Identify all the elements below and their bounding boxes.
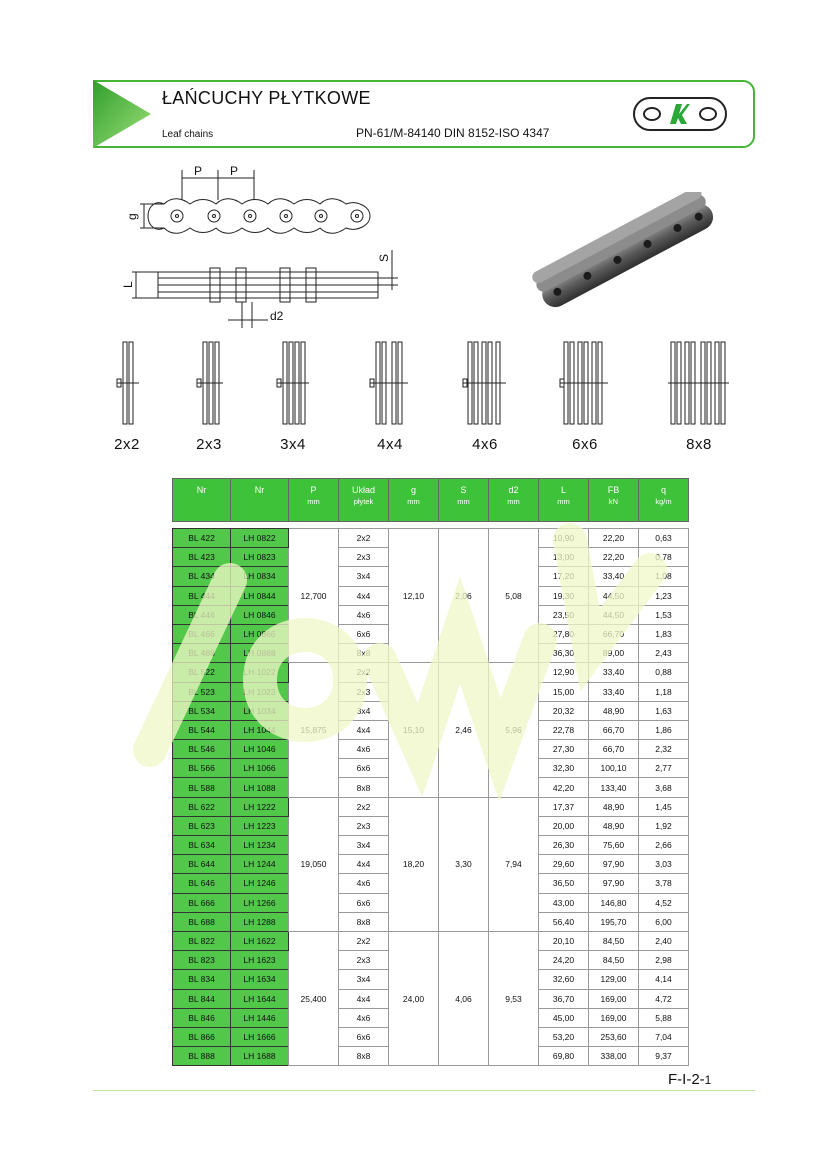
bl-number-cell: BL 688 — [173, 912, 231, 931]
bl-number-cell: BL 423 — [173, 548, 231, 567]
length-cell: 13,00 — [539, 548, 589, 567]
weight-cell: 2,98 — [639, 951, 689, 970]
plate-layout-cell: 8x8 — [339, 778, 389, 797]
breaking-load-cell: 33,40 — [589, 567, 639, 586]
plate-layout-cell: 4x4 — [339, 989, 389, 1008]
plate-layout-cell: 3x4 — [339, 701, 389, 720]
weight-cell: 4,52 — [639, 893, 689, 912]
config-2x3 — [174, 340, 244, 453]
footer-line — [93, 1090, 755, 1091]
plate-layout-cell: 2x3 — [339, 951, 389, 970]
bl-number-cell: BL 544 — [173, 720, 231, 739]
breaking-load-cell: 338,00 — [589, 1047, 639, 1066]
plate-layout-cell: 2x3 — [339, 816, 389, 835]
lh-number-cell: LH 1022 — [231, 663, 289, 682]
weight-cell: 1,63 — [639, 701, 689, 720]
length-cell: 20,00 — [539, 816, 589, 835]
length-cell: 10,90 — [539, 529, 589, 548]
breaking-load-cell: 89,00 — [589, 644, 639, 663]
breaking-load-cell: 129,00 — [589, 970, 639, 989]
plate-layout-cell: 4x6 — [339, 740, 389, 759]
breaking-load-cell: 75,60 — [589, 836, 639, 855]
plate-layout-cell: 6x6 — [339, 893, 389, 912]
breaking-load-cell: 33,40 — [589, 663, 639, 682]
bl-number-cell: BL 823 — [173, 951, 231, 970]
weight-cell: 5,88 — [639, 1008, 689, 1027]
plate-layout-cell: 2x3 — [339, 548, 389, 567]
length-cell: 12,90 — [539, 663, 589, 682]
lh-number-cell: LH 1246 — [231, 874, 289, 893]
weight-cell: 1,08 — [639, 567, 689, 586]
pitch-cell: 15,875 — [289, 663, 339, 797]
lh-number-cell: LH 0844 — [231, 586, 289, 605]
height-label: g — [125, 213, 139, 220]
length-cell: 26,30 — [539, 836, 589, 855]
pin-diameter-cell: 5,08 — [489, 529, 539, 663]
weight-cell: 2,40 — [639, 931, 689, 950]
col-header: FB kN — [589, 479, 639, 522]
lh-number-cell: LH 0822 — [231, 529, 289, 548]
length-cell: 42,20 — [539, 778, 589, 797]
length-cell: 36,30 — [539, 644, 589, 663]
bl-number-cell: BL 422 — [173, 529, 231, 548]
pitch-cell: 12,700 — [289, 529, 339, 663]
lh-number-cell: LH 1266 — [231, 893, 289, 912]
height-cell: 15,10 — [389, 663, 439, 797]
lh-number-cell: LH 1666 — [231, 1027, 289, 1046]
length-cell: 53,20 — [539, 1027, 589, 1046]
plate-layout-cell: 6x6 — [339, 624, 389, 643]
length-cell: 29,60 — [539, 855, 589, 874]
leaf-chain-spec-table — [172, 478, 689, 1066]
weight-cell: 3,78 — [639, 874, 689, 893]
lh-number-cell: LH 1034 — [231, 701, 289, 720]
breaking-load-cell: 22,20 — [589, 529, 639, 548]
config-2x2-diagram — [107, 340, 147, 426]
chain-dimension-drawing — [120, 160, 410, 335]
plate-layout-cell: 8x8 — [339, 644, 389, 663]
col-header: S mm — [439, 479, 489, 522]
plate-configuration-row — [100, 340, 740, 460]
breaking-load-cell: 66,70 — [589, 720, 639, 739]
breaking-load-cell: 44,50 — [589, 605, 639, 624]
table-spacer — [173, 522, 689, 529]
pitch-cell: 25,400 — [289, 931, 339, 1065]
plate-layout-cell: 4x6 — [339, 1008, 389, 1027]
config-label: 4x4 — [377, 436, 403, 453]
bl-number-cell: BL 566 — [173, 759, 231, 778]
bl-number-cell: BL 434 — [173, 567, 231, 586]
page-title: ŁAŃCUCHY PŁYTKOWE — [162, 88, 371, 108]
bl-number-cell: BL 646 — [173, 874, 231, 893]
lh-number-cell: LH 1634 — [231, 970, 289, 989]
lh-number-cell: LH 0888 — [231, 644, 289, 663]
plate-layout-cell: 4x4 — [339, 720, 389, 739]
length-cell: 36,70 — [539, 989, 589, 1008]
config-6x6 — [550, 340, 620, 453]
standards-text: PN-61/M-84140 DIN 8152-ISO 4347 — [356, 126, 550, 140]
plate-layout-cell: 3x4 — [339, 970, 389, 989]
col-header: Układ płytek — [339, 479, 389, 522]
table-row — [173, 529, 689, 548]
pitch-label-2: P — [230, 164, 239, 178]
pitch-label-1: P — [194, 164, 203, 178]
weight-cell: 4,14 — [639, 970, 689, 989]
bl-number-cell: BL 588 — [173, 778, 231, 797]
col-header: Nr — [231, 479, 289, 522]
length-cell: 56,40 — [539, 912, 589, 931]
breaking-load-cell: 33,40 — [589, 682, 639, 701]
bl-number-cell: BL 634 — [173, 836, 231, 855]
bl-number-cell: BL 644 — [173, 855, 231, 874]
lh-number-cell: LH 1688 — [231, 1047, 289, 1066]
table-row — [173, 797, 689, 816]
breaking-load-cell: 22,20 — [589, 548, 639, 567]
breaking-load-cell: 66,70 — [589, 740, 639, 759]
weight-cell: 1,86 — [639, 720, 689, 739]
thickness-cell: 4,06 — [439, 931, 489, 1065]
height-cell: 12,10 — [389, 529, 439, 663]
table-row — [173, 663, 689, 682]
config-label: 8x8 — [686, 436, 712, 453]
length-cell: 19,30 — [539, 586, 589, 605]
plate-layout-cell: 2x3 — [339, 682, 389, 701]
breaking-load-cell: 169,00 — [589, 989, 639, 1008]
breaking-load-cell: 84,50 — [589, 951, 639, 970]
col-header: Nr — [173, 479, 231, 522]
height-cell: 18,20 — [389, 797, 439, 931]
weight-cell: 2,77 — [639, 759, 689, 778]
length-cell: 27,30 — [539, 740, 589, 759]
lh-number-cell: LH 0866 — [231, 624, 289, 643]
bl-number-cell: BL 523 — [173, 682, 231, 701]
weight-cell: 3,68 — [639, 778, 689, 797]
lh-number-cell: LH 1446 — [231, 1008, 289, 1027]
breaking-load-cell: 133,40 — [589, 778, 639, 797]
bl-number-cell: BL 622 — [173, 797, 231, 816]
config-3x4 — [258, 340, 328, 453]
lh-number-cell: LH 1222 — [231, 797, 289, 816]
plate-layout-cell: 2x2 — [339, 797, 389, 816]
config-3x4-diagram — [271, 340, 315, 426]
thickness-cell: 2,06 — [439, 529, 489, 663]
col-header: L mm — [539, 479, 589, 522]
breaking-load-cell: 97,90 — [589, 855, 639, 874]
bl-number-cell: BL 888 — [173, 1047, 231, 1066]
leaf-chain-3d-image — [525, 192, 725, 322]
thickness-cell: 3,30 — [439, 797, 489, 931]
page-subtitle: Leaf chains — [162, 129, 214, 140]
pin-diameter-cell: 7,94 — [489, 797, 539, 931]
weight-cell: 1,18 — [639, 682, 689, 701]
table-header-row — [173, 479, 689, 522]
header-triangle-decoration — [93, 80, 163, 148]
bl-number-cell: BL 546 — [173, 740, 231, 759]
plate-layout-cell: 4x4 — [339, 586, 389, 605]
weight-cell: 1,53 — [639, 605, 689, 624]
config-8x8-diagram — [667, 340, 731, 426]
weight-cell: 4,72 — [639, 989, 689, 1008]
bl-number-cell: BL 623 — [173, 816, 231, 835]
pin-diameter-cell: 5,96 — [489, 663, 539, 797]
thickness-label: S — [377, 253, 391, 262]
breaking-load-cell: 66,70 — [589, 624, 639, 643]
lh-number-cell: LH 1044 — [231, 720, 289, 739]
plate-layout-cell: 8x8 — [339, 1047, 389, 1066]
bl-number-cell: BL 446 — [173, 605, 231, 624]
config-4x4 — [355, 340, 425, 453]
plate-layout-cell: 8x8 — [339, 912, 389, 931]
lh-number-cell: LH 0823 — [231, 548, 289, 567]
config-label: 2x2 — [114, 436, 140, 453]
breaking-load-cell: 84,50 — [589, 931, 639, 950]
bl-number-cell: BL 822 — [173, 931, 231, 950]
config-8x8 — [664, 340, 734, 453]
breaking-load-cell: 146,80 — [589, 893, 639, 912]
bl-number-cell: BL 444 — [173, 586, 231, 605]
lh-number-cell: LH 1622 — [231, 931, 289, 950]
bl-number-cell: BL 488 — [173, 644, 231, 663]
length-cell: 15,00 — [539, 682, 589, 701]
config-label: 4x6 — [472, 436, 498, 453]
weight-cell: 7,04 — [639, 1027, 689, 1046]
col-header: d2 mm — [489, 479, 539, 522]
breaking-load-cell: 48,90 — [589, 701, 639, 720]
config-label: 3x4 — [280, 436, 306, 453]
thickness-cell: 2,46 — [439, 663, 489, 797]
length-cell: 17,20 — [539, 567, 589, 586]
lh-number-cell: LH 1088 — [231, 778, 289, 797]
weight-cell: 0,88 — [639, 663, 689, 682]
pitch-cell: 19,050 — [289, 797, 339, 931]
length-cell: 27,80 — [539, 624, 589, 643]
breaking-load-cell: 169,00 — [589, 1008, 639, 1027]
col-header: P mm — [289, 479, 339, 522]
bl-number-cell: BL 834 — [173, 970, 231, 989]
weight-cell: 2,66 — [639, 836, 689, 855]
weight-cell: 2,43 — [639, 644, 689, 663]
bl-number-cell: BL 844 — [173, 989, 231, 1008]
bl-number-cell: BL 866 — [173, 1027, 231, 1046]
bl-number-cell: BL 666 — [173, 893, 231, 912]
bl-number-cell: BL 466 — [173, 624, 231, 643]
weight-cell: 1,92 — [639, 816, 689, 835]
pin-diameter-cell: 9,53 — [489, 931, 539, 1065]
lh-number-cell: LH 1223 — [231, 816, 289, 835]
bl-number-cell: BL 534 — [173, 701, 231, 720]
weight-cell: 0,78 — [639, 548, 689, 567]
breaking-load-cell: 48,90 — [589, 797, 639, 816]
weight-cell: 1,23 — [639, 586, 689, 605]
weight-cell: 1,83 — [639, 624, 689, 643]
lh-number-cell: LH 1288 — [231, 912, 289, 931]
weight-cell: 1,45 — [639, 797, 689, 816]
plate-layout-cell: 4x6 — [339, 605, 389, 624]
page-number: F-I-2-1 — [668, 1071, 712, 1088]
length-cell: 69,80 — [539, 1047, 589, 1066]
weight-cell: 6,00 — [639, 912, 689, 931]
weight-cell: 3,03 — [639, 855, 689, 874]
lh-number-cell: LH 1066 — [231, 759, 289, 778]
weight-cell: 0,63 — [639, 529, 689, 548]
lh-number-cell: LH 1023 — [231, 682, 289, 701]
length-cell: 32,30 — [539, 759, 589, 778]
bl-number-cell: BL 522 — [173, 663, 231, 682]
lh-number-cell: LH 0834 — [231, 567, 289, 586]
length-cell: 20,10 — [539, 931, 589, 950]
plate-layout-cell: 3x4 — [339, 567, 389, 586]
weight-cell: 2,32 — [639, 740, 689, 759]
length-cell: 17,37 — [539, 797, 589, 816]
lh-number-cell: LH 1244 — [231, 855, 289, 874]
length-label: L — [121, 281, 135, 288]
plate-layout-cell: 3x4 — [339, 836, 389, 855]
bl-number-cell: BL 846 — [173, 1008, 231, 1027]
company-logo — [632, 94, 728, 134]
breaking-load-cell: 44,50 — [589, 586, 639, 605]
lh-number-cell: LH 1046 — [231, 740, 289, 759]
config-label: 6x6 — [572, 436, 598, 453]
length-cell: 36,50 — [539, 874, 589, 893]
config-2x2 — [92, 340, 162, 453]
lh-number-cell: LH 1623 — [231, 951, 289, 970]
config-4x6 — [450, 340, 520, 453]
lh-number-cell: LH 1644 — [231, 989, 289, 1008]
plate-layout-cell: 6x6 — [339, 1027, 389, 1046]
weight-cell: 9,37 — [639, 1047, 689, 1066]
breaking-load-cell: 195,70 — [589, 912, 639, 931]
length-cell: 22,78 — [539, 720, 589, 739]
config-label: 2x3 — [196, 436, 222, 453]
plate-layout-cell: 4x6 — [339, 874, 389, 893]
breaking-load-cell: 253,60 — [589, 1027, 639, 1046]
length-cell: 43,00 — [539, 893, 589, 912]
lh-number-cell: LH 0846 — [231, 605, 289, 624]
pin-diameter-label: d2 — [270, 309, 284, 323]
length-cell: 32,60 — [539, 970, 589, 989]
plate-layout-cell: 2x2 — [339, 931, 389, 950]
config-4x6-diagram — [460, 340, 510, 426]
length-cell: 20,32 — [539, 701, 589, 720]
length-cell: 45,00 — [539, 1008, 589, 1027]
config-2x3-diagram — [189, 340, 229, 426]
lh-number-cell: LH 1234 — [231, 836, 289, 855]
plate-layout-cell: 4x4 — [339, 855, 389, 874]
breaking-load-cell: 100,10 — [589, 759, 639, 778]
length-cell: 23,50 — [539, 605, 589, 624]
breaking-load-cell: 97,90 — [589, 874, 639, 893]
config-6x6-diagram — [558, 340, 612, 426]
col-header: q kg/m — [639, 479, 689, 522]
plate-layout-cell: 2x2 — [339, 663, 389, 682]
col-header: g mm — [389, 479, 439, 522]
table-row — [173, 931, 689, 950]
plate-layout-cell: 2x2 — [339, 529, 389, 548]
plate-layout-cell: 6x6 — [339, 759, 389, 778]
config-4x4-diagram — [366, 340, 414, 426]
length-cell: 24,20 — [539, 951, 589, 970]
breaking-load-cell: 48,90 — [589, 816, 639, 835]
height-cell: 24,00 — [389, 931, 439, 1065]
